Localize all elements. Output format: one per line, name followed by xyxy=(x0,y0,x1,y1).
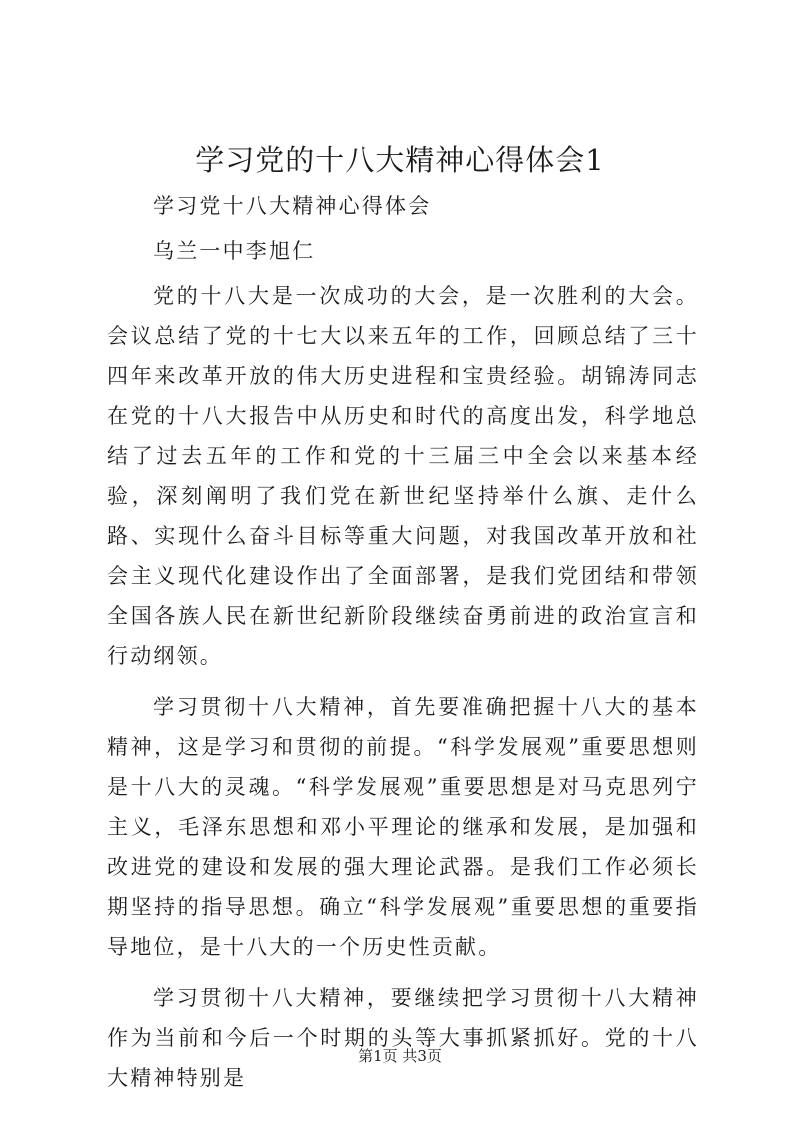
document-title: 学习党的十八大精神心得体会1 xyxy=(195,143,605,177)
document-body xyxy=(107,186,699,1109)
author-line: 乌兰一中李旭仁 xyxy=(153,239,316,263)
subtitle: 学习党十八大精神心得体会 xyxy=(153,194,432,218)
body-paragraph-3: 学习贯彻十八大精神，要继续把学习贯彻十八大精神作为当前和今后一个时期的头等大事抓紧抓好。党的十八大精神特别是 xyxy=(107,986,699,1090)
page-footer: 第1页 共3页 xyxy=(358,1047,442,1065)
body-paragraph-1: 党的十八大是一次成功的大会，是一次胜利的大会。会议总结了党的十七大以来五年的工作，回顾总结了三十四年来改革开放的伟大历史进程和宝贵经验。胡锦涛同志在党的十八大报告中从历史和时代的高度出发，科学地总结了过去五年的工作和党的十三届三中全会以来基本经验，深刻阐明了我们党在新世纪坚持举什么旗、走什么路、实现什么奋斗目标等重大问题，对我国改革开放和社会主义现代化建设作出了全面部署，是我们党团结和带领全国各族人民在新世纪新阶段继续奋勇前进的政治宣言和行动纲领。 xyxy=(107,284,699,668)
body-paragraph-2: 学习贯彻十八大精神，首先要准确把握十八大的基本精神，这是学习和贯彻的前提。“科学发展观”重要思想则是十八大的灵魂。“科学发展观”重要思想是对马克思列宁主义，毛泽东思想和邓小平理论的继承和发展，是加强和改进党的建设和发展的强大理论武器。是我们工作必须长期坚持的指导思想。确立“科学发展观”重要思想的重要指导地位，是十八大的一个历史性贡献。 xyxy=(107,695,699,959)
